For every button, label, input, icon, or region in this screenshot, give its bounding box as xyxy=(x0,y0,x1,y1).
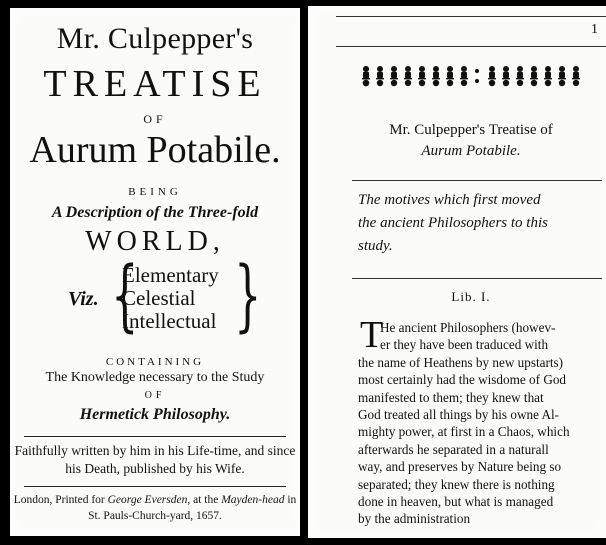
headpiece-ornament-icon xyxy=(360,61,590,91)
treatise-heading: TREATISE xyxy=(43,63,267,105)
motives-line: the ancient Philosophers to this xyxy=(358,215,548,231)
subject-heading: Aurum Potabile. xyxy=(29,129,281,171)
viz-item-elementary: Elementary xyxy=(122,263,219,287)
imprint-printer: George Eversden xyxy=(107,494,188,506)
body-line: afterwards he separated in a naturall xyxy=(358,441,549,457)
divider xyxy=(24,436,286,437)
faithfully-note: Faithfully written by him in his Life-time, and since his Death, published by his Wife. xyxy=(14,443,296,476)
body-line: God treated all things by his owne Al- xyxy=(358,407,560,423)
drop-cap: T xyxy=(360,314,384,356)
world-heading: WORLD, xyxy=(85,226,225,257)
body-line: way, and preserves by Nature being so xyxy=(358,459,562,475)
author-line: Mr. Culpepper's xyxy=(56,22,254,55)
containing-line: CONTAINING xyxy=(105,356,205,368)
chapter-title: Mr. Culpepper's Treatise of xyxy=(389,122,553,138)
title-page xyxy=(10,8,300,536)
hermetick-line: Hermetick Philosophy. xyxy=(79,406,231,423)
body-line: manifested to them; they knew that xyxy=(358,389,544,405)
imprint-text: London, Printed for xyxy=(13,494,108,506)
imprint-text: in St. Pauls-Church-yard, 1657. xyxy=(88,494,297,522)
header-rule xyxy=(336,46,606,47)
body-line: done in heaven, but what is managed xyxy=(358,494,554,510)
body-line: the name of Heathens by new upstarts) xyxy=(358,354,564,370)
imprint xyxy=(10,492,300,524)
right-brace-icon: } xyxy=(234,251,262,341)
imprint-text: , at the xyxy=(187,494,222,506)
top-rule xyxy=(336,16,606,17)
left-brace-icon: { xyxy=(111,251,139,341)
text-page xyxy=(308,6,606,538)
of-line: OF xyxy=(143,112,167,126)
divider xyxy=(352,180,602,181)
viz-label: Viz. xyxy=(68,288,99,310)
motives-line: study. xyxy=(358,238,393,254)
book-label: Lib. I. xyxy=(451,289,491,304)
motives-heading xyxy=(358,189,598,258)
divider xyxy=(24,486,286,487)
body-line: separated; they knew there is nothing xyxy=(358,476,555,492)
body-line: by the administration xyxy=(358,511,471,527)
viz-block xyxy=(10,251,300,343)
divider xyxy=(352,278,602,279)
body-line: He ancient Philosophers (howev- xyxy=(380,320,556,335)
viz-item-celestial: Celestial xyxy=(122,286,196,310)
chapter-subtitle: Aurum Potabile. xyxy=(421,143,521,159)
body-line: mighty power, at first in a Chaos, which xyxy=(358,424,570,440)
viz-item-intellectual: Intellectual xyxy=(122,309,217,333)
body-line: er they have been traduced with xyxy=(380,337,549,353)
motives-line: The motives which first moved xyxy=(358,192,541,208)
body-line: most certainly had the wisdome of God xyxy=(358,372,567,388)
page-number: 1 xyxy=(591,22,598,37)
body-text xyxy=(358,319,606,528)
knowledge-line: The Knowledge necessary to the Study xyxy=(45,370,265,385)
imprint-sign: Mayden-head xyxy=(221,494,285,506)
being-line: BEING xyxy=(128,186,182,198)
description-line: A Description of the Three-fold xyxy=(51,204,259,221)
of-line-2: OF xyxy=(144,390,166,401)
